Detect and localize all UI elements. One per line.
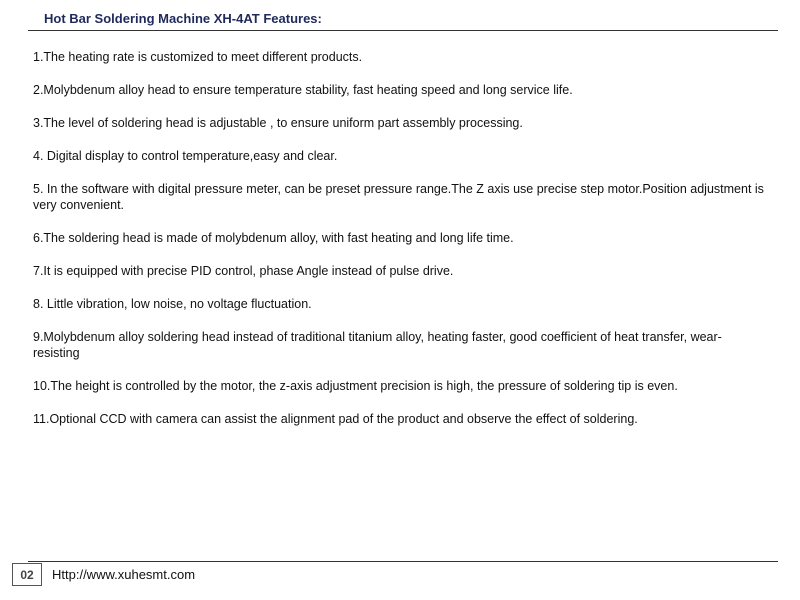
feature-item-4: 4. Digital display to control temperature,easy and clear. bbox=[33, 149, 338, 163]
feature-item-8: 8. Little vibration, low noise, no voltage fluctuation. bbox=[33, 297, 312, 311]
feature-list bbox=[33, 49, 768, 444]
footer-url-link[interactable]: Http://www.xuhesmt.com bbox=[52, 567, 196, 582]
page-number-badge: 02 bbox=[12, 563, 42, 586]
feature-item-7: 7.It is equipped with precise PID control, phase Angle instead of pulse drive. bbox=[33, 264, 454, 278]
page-title: Hot Bar Soldering Machine XH-4AT Features: bbox=[44, 11, 322, 26]
feature-item-3: 3.The level of soldering head is adjustable , to ensure uniform part assembly processing. bbox=[33, 116, 523, 130]
feature-item-9: 9.Molybdenum alloy soldering head instead of traditional titanium alloy, heating faster, good coefficient of heat transfer, wear-resisting bbox=[33, 330, 722, 360]
feature-item-2: 2.Molybdenum alloy head to ensure temperature stability, fast heating speed and long service life. bbox=[33, 83, 573, 97]
feature-item-10: 10.The height is controlled by the motor, the z-axis adjustment precision is high, the pressure of soldering tip is even. bbox=[33, 379, 678, 393]
footer-divider bbox=[28, 561, 778, 562]
feature-item-5: 5. In the software with digital pressure meter, can be preset pressure range.The Z axis use precise step motor.Position adjustment is very convenient. bbox=[33, 182, 764, 212]
feature-item-11: 11.Optional CCD with camera can assist the alignment pad of the product and observe the effect of soldering. bbox=[33, 412, 638, 426]
feature-item-1: 1.The heating rate is customized to meet different products. bbox=[33, 50, 363, 64]
header-divider bbox=[28, 30, 778, 31]
feature-item-6: 6.The soldering head is made of molybdenum alloy, with fast heating and long life time. bbox=[33, 231, 514, 245]
